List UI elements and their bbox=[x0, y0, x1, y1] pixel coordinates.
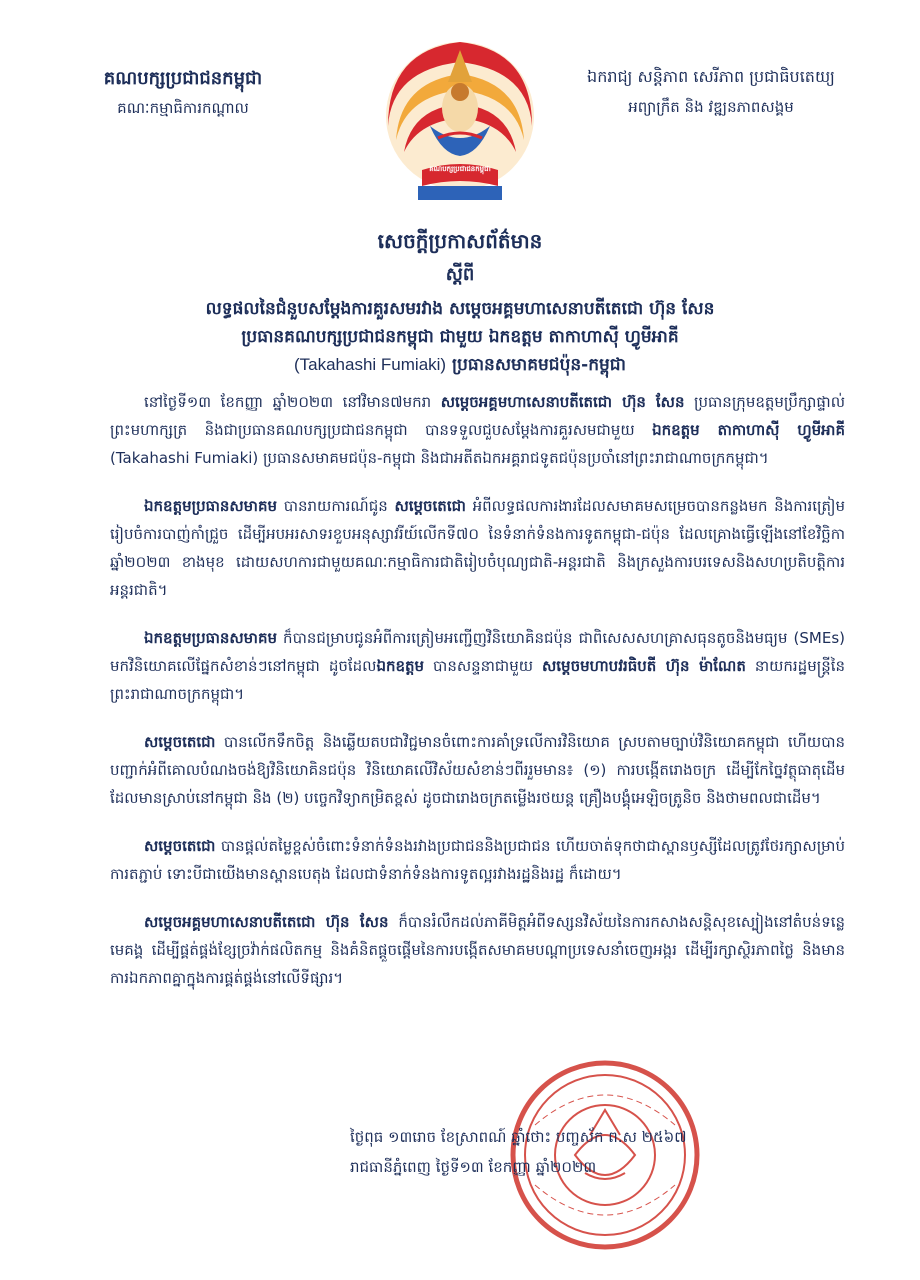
p1-text-3: (Takahashi Fumiaki) ប្រធានសមាគមជប៉ុន-កម្ពុជា និងជាអតីតឯកអគ្គរាជទូតជប៉ុនប្រចាំនៅព្រះរាជាណាចក្រកម្ពុជា។ bbox=[110, 449, 769, 467]
p2-bold-name: សម្តេចតេជោ bbox=[394, 497, 466, 515]
p2-text: បានរាយការណ៍ជូន bbox=[277, 497, 395, 515]
paragraph-6 bbox=[110, 908, 845, 992]
p6-text: ក៏បានរំលឹកដល់ភាគីមិត្តអំពីទស្សនវិស័យនៃការកសាងសន្តិសុខស្បៀងនៅតំបន់ទន្លេមេគង្គ ដើម្បីផ្គត់ផ្គង់ខ្សែច្រវ៉ាក់ផលិតកម្ម និងគំនិតផ្តួចផ្តើមនៃការបង្កើតសមាគមបណ្តាប្រទេសនាំចេញអង្ករ ដើម្បីរក្សាស្ថិរភាពថ្លៃ និងមានការឯកភាពគ្នាក្នុងការផ្គត់ផ្គង់នៅលើទីផ្សារ។ bbox=[110, 913, 845, 987]
paragraph-1 bbox=[110, 388, 845, 472]
p1-text-2: ប្រធានក្រុមឧត្តមប្រឹក្សាផ្ទាល់ព្រះមហាក្សត្រ និងជាប្រធានគណបក្សប្រជាជនកម្ពុជា បានទទួលជួបសម្តែងការគួរសមជាមួយ bbox=[110, 393, 845, 439]
p1-bold-name: សម្តេចអគ្គមហាសេនាបតីតេជោ ហ៊ុន សែន bbox=[440, 393, 685, 411]
motto-line2: អព្យាក្រឹត និង វឌ្ឍនភាពសង្គម bbox=[628, 98, 794, 116]
p3-text: ក៏បានជម្រាបជូនអំពីការត្រៀមអញ្ជើញវិនិយោគិនជប៉ុន ជាពិសេសសហគ្រាសធុនតូចនិងមធ្យម (SMEs) មកវិនិយោគលើផ្នែកសំខាន់ៗនៅកម្ពុជា ដូចដែល bbox=[110, 629, 845, 675]
title-line4: ប្រធានគណបក្សប្រជាជនកម្ពុជា ជាមួយ ឯកឧត្តម តាកាហាស៊ី ហ្វូមីអាគី bbox=[241, 327, 679, 347]
p5-bold-name: សម្តេចតេជោ bbox=[144, 837, 216, 855]
title-line5-rest: ប្រធានសមាគមជប៉ុន-កម្ពុជា bbox=[446, 355, 626, 375]
p5-text: បានផ្តល់តម្លៃខ្ពស់ចំពោះទំនាក់ទំនងរវាងប្រជាជននិងប្រជាជន ហើយចាត់ទុកថាជាស្ពានឫស្សីដែលត្រូវថែរក្សាសម្រាប់ការតភ្ជាប់ ទោះបីជាយើងមានស្ពានបេតុង ដែលជាទំនាក់ទំនងការទូតល្អរវាងរដ្ឋនិងរដ្ឋ ក៏ដោយ។ bbox=[110, 837, 845, 883]
title-line2: ស្តីពី bbox=[445, 264, 475, 285]
title-subject bbox=[60, 295, 860, 379]
party-name: គណបក្សប្រជាជនកម្ពុជា bbox=[103, 68, 263, 89]
p3-text-2: បានសន្ទនាជាមួយ bbox=[424, 657, 543, 675]
p6-bold-name: សម្តេចអគ្គមហាសេនាបតីតេជោ ហ៊ុន សែន bbox=[144, 913, 389, 931]
national-motto bbox=[566, 66, 856, 120]
motto-line1: ឯករាជ្យ សន្តិភាព សេរីភាព ប្រជាធិបតេយ្យ bbox=[587, 67, 835, 86]
lunar-date: ថ្ងៃពុធ ១៣រោច ខែស្រាពណ៍ ឆ្នាំថោះ បញ្ចស័ក ព.ស ២៥៦៧ bbox=[350, 1128, 687, 1146]
paragraph-5 bbox=[110, 832, 845, 888]
title-line3: លទ្ធផលនៃជំនួបសម្តែងការគួរសមរវាង សម្តេចអគ្គមហាសេនាបតីតេជោ ហ៊ុន សែន bbox=[205, 299, 715, 319]
date-block bbox=[350, 1122, 830, 1182]
announcement-title bbox=[60, 228, 860, 379]
title-line1: សេចក្តីប្រកាសព័ត៌មាន bbox=[377, 229, 543, 253]
p3-text-3: នាយករដ្ឋមន្ត្រីនៃព្រះរាជាណាចក្រកម្ពុជា។ bbox=[110, 657, 845, 703]
paragraph-3 bbox=[110, 624, 845, 708]
emblem-banner-text: គណបក្សប្រជាជនកម្ពុជា bbox=[429, 165, 491, 173]
announcement-body bbox=[110, 388, 845, 1012]
p3-bold-name: សម្តេចមហាបវរធិបតី ហ៊ុន ម៉ាណែត bbox=[542, 657, 746, 675]
p1-bold-guest: ឯកឧត្តម តាកាហាស៊ី ហ្វូមីអាគី bbox=[652, 421, 845, 439]
party-emblem-icon bbox=[378, 30, 542, 210]
p4-text: បានលើកទឹកចិត្ត និងឆ្លើយតបជាវិជ្ជមានចំពោះការគាំទ្រលើការវិនិយោគ ស្របតាមច្បាប់វិនិយោគកម្ពុជា ហើយបានបញ្ជាក់អំពីគោលបំណងចង់ឱ្យវិនិយោគិនជប៉ុន វិនិយោគលើវិស័យសំខាន់ៗពីររួមមាន៖ (១) ការបង្កើតរោងចក្រ ដើម្បីកែច្នៃវត្ថុធាតុដើមដែលមានស្រាប់នៅកម្ពុជា និង (២) បច្ចេកវិទ្យាកម្រិតខ្ពស់ ដូចជារោងចក្រតម្លើងរថយន្ត គ្រឿងបង្គុំអេឡិចត្រូនិច និងថាមពលជាដើម។ bbox=[110, 733, 845, 807]
committee-name: គណៈកម្មាធិការកណ្តាល bbox=[117, 99, 249, 117]
solar-date: រាជធានីភ្នំពេញ ថ្ងៃទី១៣ ខែកញ្ញា ឆ្នាំ២០២៣ bbox=[350, 1158, 597, 1176]
title-line5 bbox=[60, 351, 860, 379]
p2-text-2: អំពីលទ្ធផលការងារដែលសមាគមសម្រេចបានកន្លងមក និងការត្រៀមរៀបចំការបាញ់កាំជ្រួច ដើម្បីអបអរសាទរខួបអនុស្សាវរីយ៍លើកទី៧០ នៃទំនាក់ទំនងការទូតកម្ពុជា-ជប៉ុន ដែលគ្រោងធ្វើឡើងនៅខែវិច្ឆិកា ឆ្នាំ២០២៣ ខាងមុខ ដោយសហការជាមួយគណៈកម្មាធិការជាតិរៀបចំបុណ្យជាតិ-អន្តរជាតិ និងក្រសួងការបរទេសនិងសហប្រតិបត្តិការអន្តរជាតិ។ bbox=[110, 497, 845, 599]
paragraph-4 bbox=[110, 728, 845, 812]
p3-bold-title: ឯកឧត្តម bbox=[376, 657, 425, 675]
p3-bold-subject: ឯកឧត្តមប្រធានសមាគម bbox=[144, 629, 278, 647]
p1-text: នៅថ្ងៃទី១៣ ខែកញ្ញា ឆ្នាំ២០២៣ នៅវិមាន៧មករា bbox=[144, 393, 441, 411]
title-latin-name: (Takahashi Fumiaki) bbox=[293, 355, 447, 374]
party-header bbox=[58, 66, 308, 121]
p2-bold-subject: ឯកឧត្តមប្រធានសមាគម bbox=[144, 497, 278, 515]
p4-bold-name: សម្តេចតេជោ bbox=[144, 733, 216, 751]
paragraph-2 bbox=[110, 492, 845, 604]
